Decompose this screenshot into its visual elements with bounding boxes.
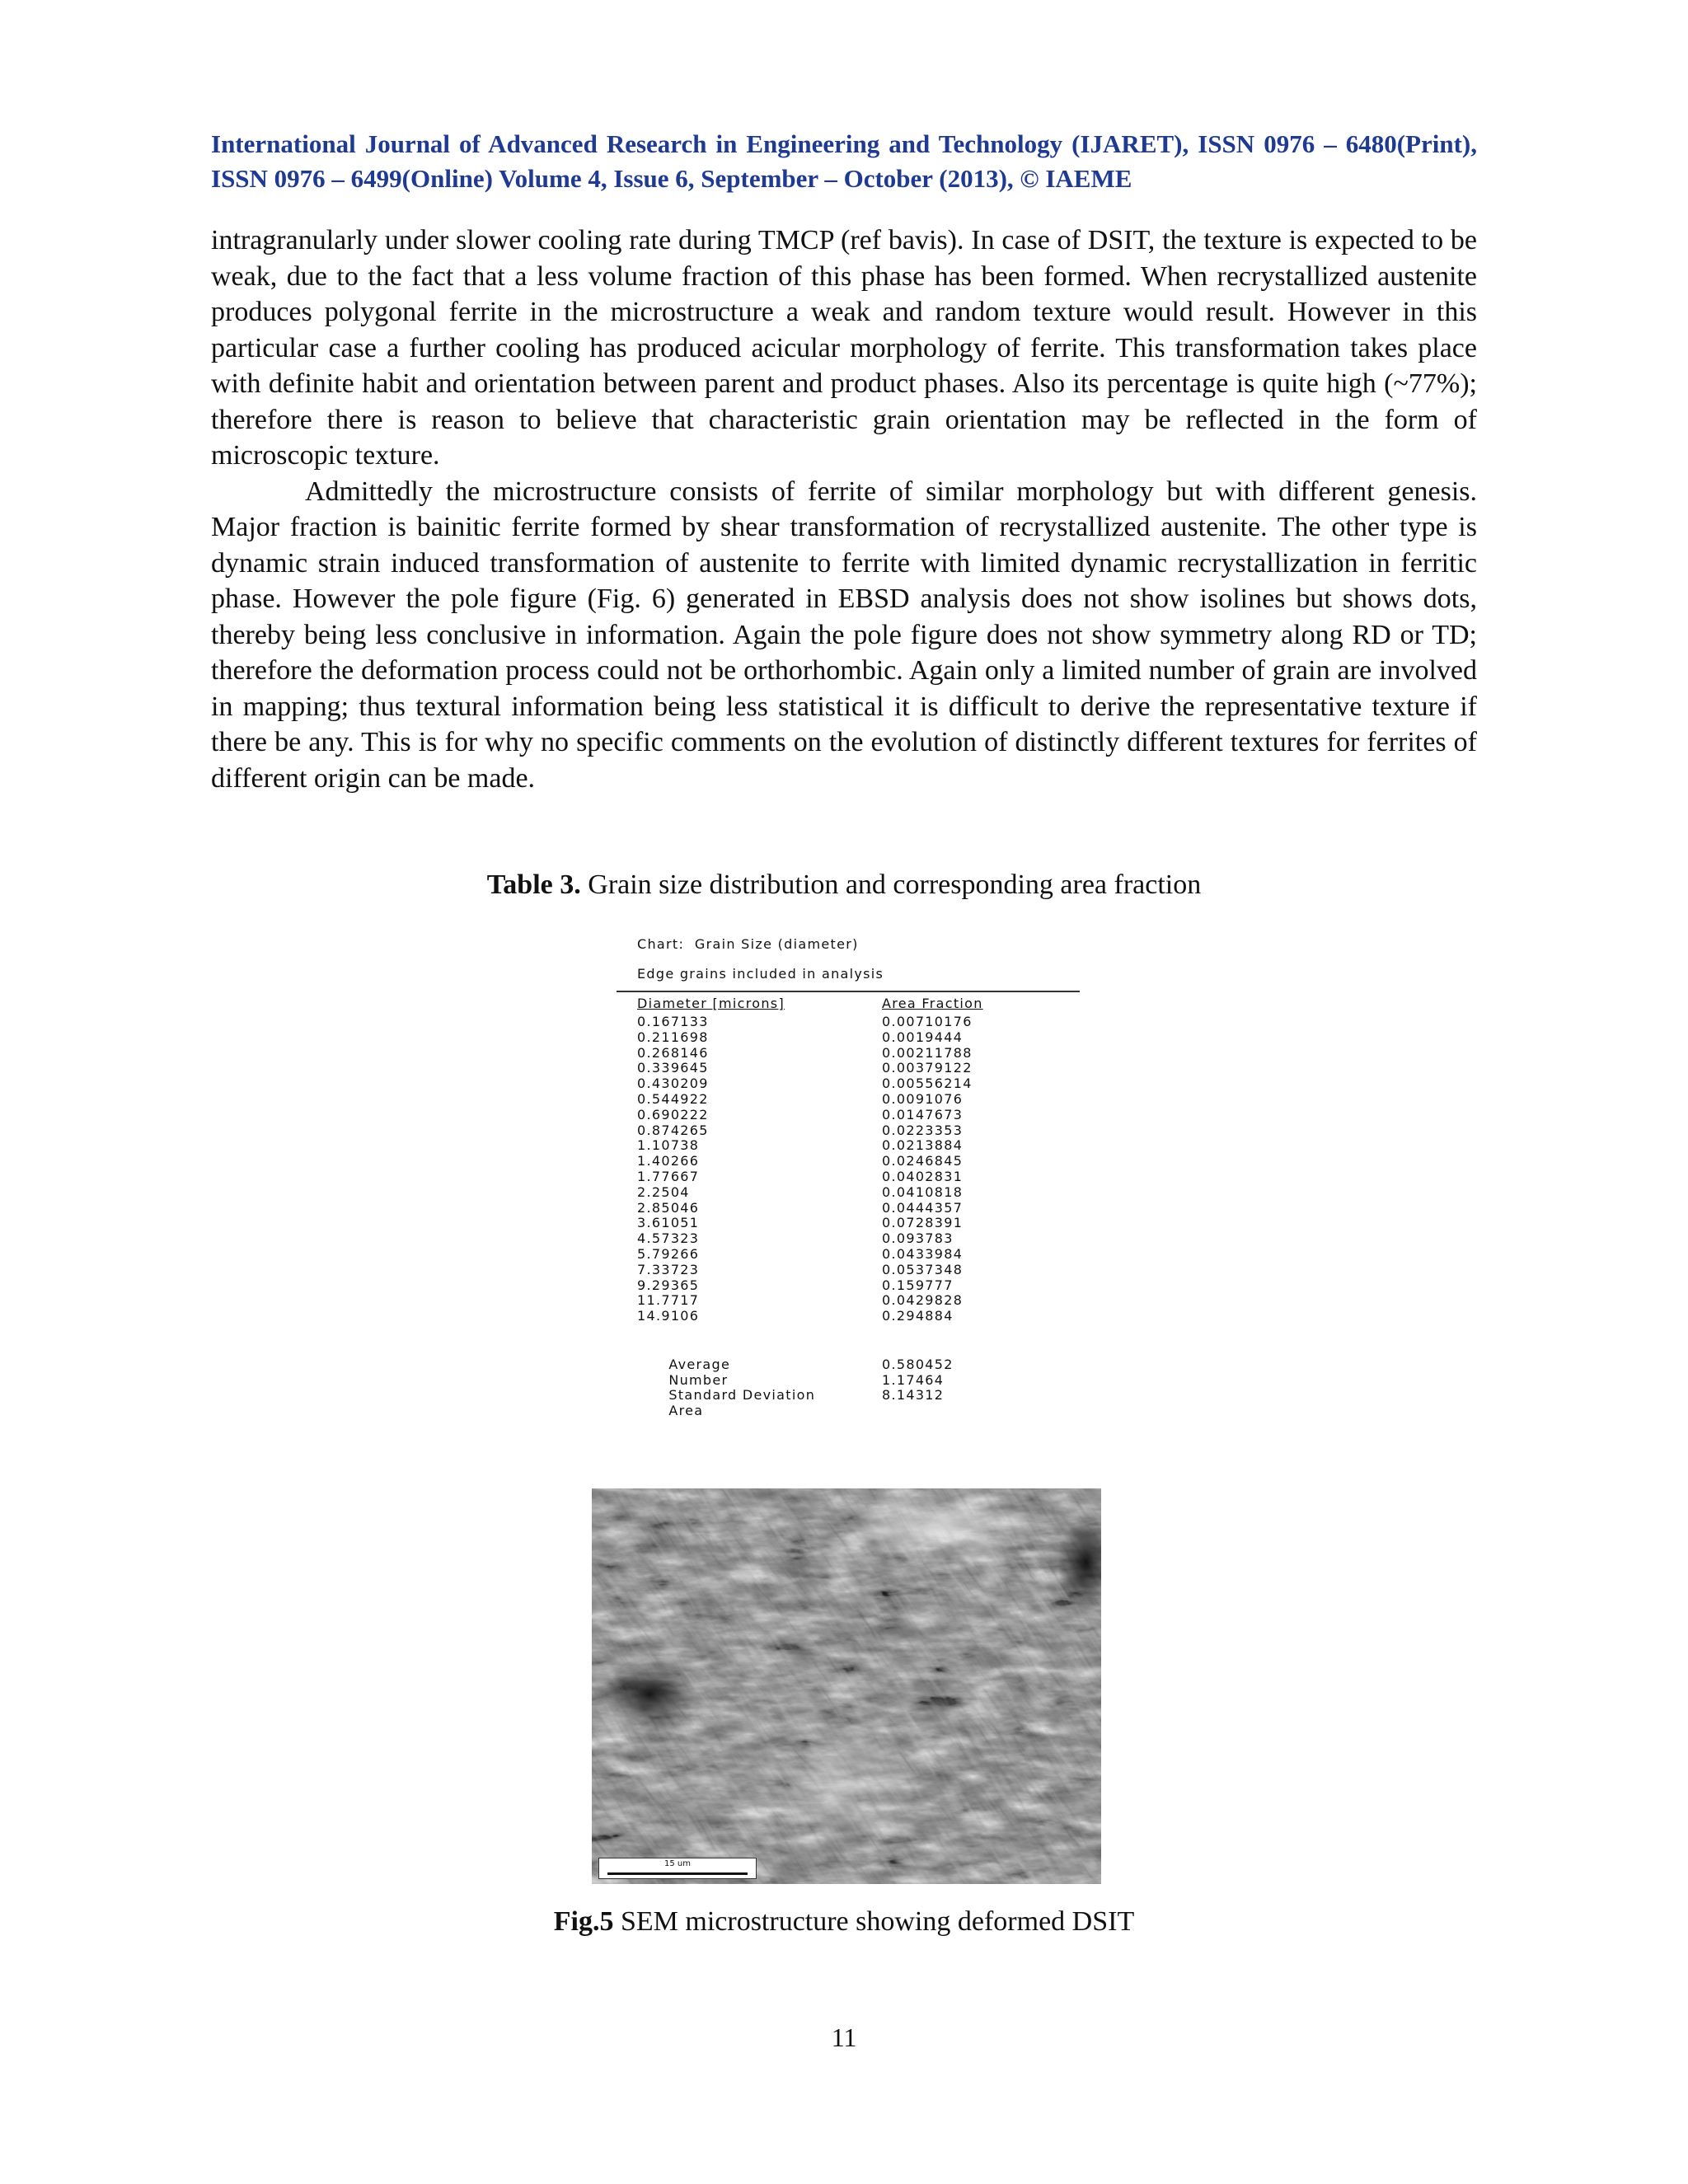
paragraph-2: Admittedly the microstructure consists of ferrite of similar morphology but with different genesis. Major fraction is bainitic ferrite formed by shear transformation of recrystallized austenite. The other type is dynamic strain induced transformation of austenite to ferrite with limited dynamic recrystallization in ferritic phase. However the pole figure (Fig. 6) generated in EBSD analysis does not show isolines but shows dots, thereby being less conclusive in information. Again the pole figure does not show symmetry along RD or TD; therefore the deformation process could not be orthorhombic. Again only a limited number of grain are involved in mapping; thus textural information being less statistical it is difficult to derive the representative texture if there be any. This is for why no specific comments on the evolution of distinctly different textures for ferrites of different origin can be made. xyxy=(211,476,1477,794)
summary-average-label: Average xyxy=(668,1356,731,1372)
summary-block xyxy=(637,1342,1082,1419)
area-fraction-cell: 0.00556214 xyxy=(882,1076,973,1092)
area-fraction-cell: 0.294884 xyxy=(882,1308,954,1324)
body-text xyxy=(211,223,1477,796)
figure-5-caption-text: SEM microstructure showing deformed DSIT xyxy=(613,1906,1135,1937)
diameter-cell: 14.9106 xyxy=(637,1308,700,1324)
diameter-column-header: Diameter [microns] xyxy=(637,996,785,1011)
diameter-cell: 1.10738 xyxy=(637,1137,700,1154)
grain-chart-title: Chart: Grain Size (diameter) xyxy=(637,936,859,952)
area-fraction-cell: 0.0147673 xyxy=(882,1106,964,1122)
diameter-cell: 0.544922 xyxy=(637,1090,709,1107)
area-fraction-cell: 0.0223353 xyxy=(882,1122,964,1138)
area-fraction-cell: 0.093783 xyxy=(882,1230,954,1247)
table-3-caption-text: Grain size distribution and corresponding area fraction xyxy=(580,869,1202,900)
figure-5-caption-label: Fig.5 xyxy=(553,1906,614,1937)
diameter-cell: 1.77667 xyxy=(637,1168,700,1184)
area-fraction-cell: 0.0091076 xyxy=(882,1090,964,1107)
diameter-cell: 0.430209 xyxy=(637,1076,709,1092)
table-3-caption-label: Table 3. xyxy=(486,869,581,900)
area-fraction-cell: 0.0429828 xyxy=(882,1292,964,1309)
edge-grains-note: Edge grains included in analysis xyxy=(637,966,884,982)
summary-area-row xyxy=(637,1387,1082,1419)
area-fraction-cell: 0.00379122 xyxy=(882,1060,973,1076)
scale-bar-line xyxy=(607,1872,748,1875)
diameter-cell: 0.268146 xyxy=(637,1044,709,1061)
summary-area-value: 8.14312 xyxy=(882,1387,945,1404)
area-fraction-column-header: Area Fraction xyxy=(882,996,983,1011)
summary-std-value: 1.17464 xyxy=(882,1371,945,1388)
grain-size-table-image xyxy=(617,936,1083,1419)
diameter-cell: 4.57323 xyxy=(637,1230,700,1247)
scale-bar-label: 15 um xyxy=(664,1859,691,1868)
paragraph-1: intragranularly under slower cooling rate during TMCP (ref bavis). In case of DSIT, the texture is expected to be weak, due to the fact that a less volume fraction of this phase has been formed. When recrystallized austenite produces polygonal ferrite in the microstructure a weak and random texture would result. However in this particular case a further cooling has produced acicular morphology of ferrite. This transformation takes place with definite habit and orientation between parent and product phases. Also its percentage is quite high (~77%); therefore there is reason to believe that characteristic grain orientation may be reflected in the form of microscopic texture. xyxy=(211,225,1477,471)
figure-5-caption xyxy=(0,1904,1688,1940)
journal-header xyxy=(211,127,1477,196)
diameter-cell: 9.29365 xyxy=(637,1277,700,1293)
summary-number-value: 0.580452 xyxy=(882,1356,954,1372)
sem-micrograph xyxy=(592,1488,1101,1884)
scale-bar xyxy=(598,1858,757,1879)
area-fraction-cell: 0.0410818 xyxy=(882,1183,964,1200)
summary-std-label: Standard Deviation xyxy=(668,1387,816,1404)
area-fraction-column xyxy=(882,1015,1080,1324)
diameter-column xyxy=(637,1015,868,1324)
area-fraction-cell: 0.0246845 xyxy=(882,1153,964,1169)
diameter-cell: 11.7717 xyxy=(637,1292,700,1309)
area-fraction-cell: 0.00710176 xyxy=(882,1014,973,1029)
table-rule xyxy=(617,991,1080,992)
diameter-cell: 0.339645 xyxy=(637,1060,709,1076)
area-fraction-cell: 0.0433984 xyxy=(882,1245,964,1262)
sem-bright-region xyxy=(831,1488,1045,1563)
sem-bright-region xyxy=(748,1719,930,1851)
summary-number-label: Number xyxy=(668,1371,729,1388)
area-fraction-cell: 0.0213884 xyxy=(882,1137,964,1154)
sem-dark-region xyxy=(604,1661,695,1727)
diameter-cell: 2.85046 xyxy=(637,1199,700,1216)
area-fraction-cell: 0.159777 xyxy=(882,1277,954,1293)
journal-header-text: International Journal of Advanced Research in Engineering and Technology (IJARET), ISSN 0976 – 6480(Print), ISSN 0976 – 6499(Online) Volume 4, Issue 6, September – October (2013), © IAEME xyxy=(211,129,1477,193)
table-3-caption xyxy=(0,867,1688,903)
diameter-cell: 0.211698 xyxy=(637,1029,709,1045)
area-fraction-cell: 0.0402831 xyxy=(882,1168,964,1184)
summary-area-label: Area xyxy=(668,1403,704,1419)
diameter-cell: 1.40266 xyxy=(637,1153,700,1169)
diameter-cell: 7.33723 xyxy=(637,1261,700,1277)
area-fraction-cell: 0.0537348 xyxy=(882,1261,964,1277)
diameter-cell: 3.61051 xyxy=(637,1215,700,1231)
diameter-cell: 0.874265 xyxy=(637,1122,709,1138)
diameter-cell: 0.167133 xyxy=(637,1014,709,1029)
area-fraction-cell: 0.0019444 xyxy=(882,1029,964,1045)
area-fraction-cell: 0.00211788 xyxy=(882,1044,973,1061)
area-fraction-cell: 0.0728391 xyxy=(882,1215,964,1231)
area-fraction-cell: 0.0444357 xyxy=(882,1199,964,1216)
diameter-cell: 0.690222 xyxy=(637,1106,709,1122)
sem-texture xyxy=(592,1488,1101,1884)
diameter-cell: 5.79266 xyxy=(637,1245,700,1262)
diameter-cell: 2.2504 xyxy=(637,1183,690,1200)
page-number: 11 xyxy=(831,2022,857,2052)
